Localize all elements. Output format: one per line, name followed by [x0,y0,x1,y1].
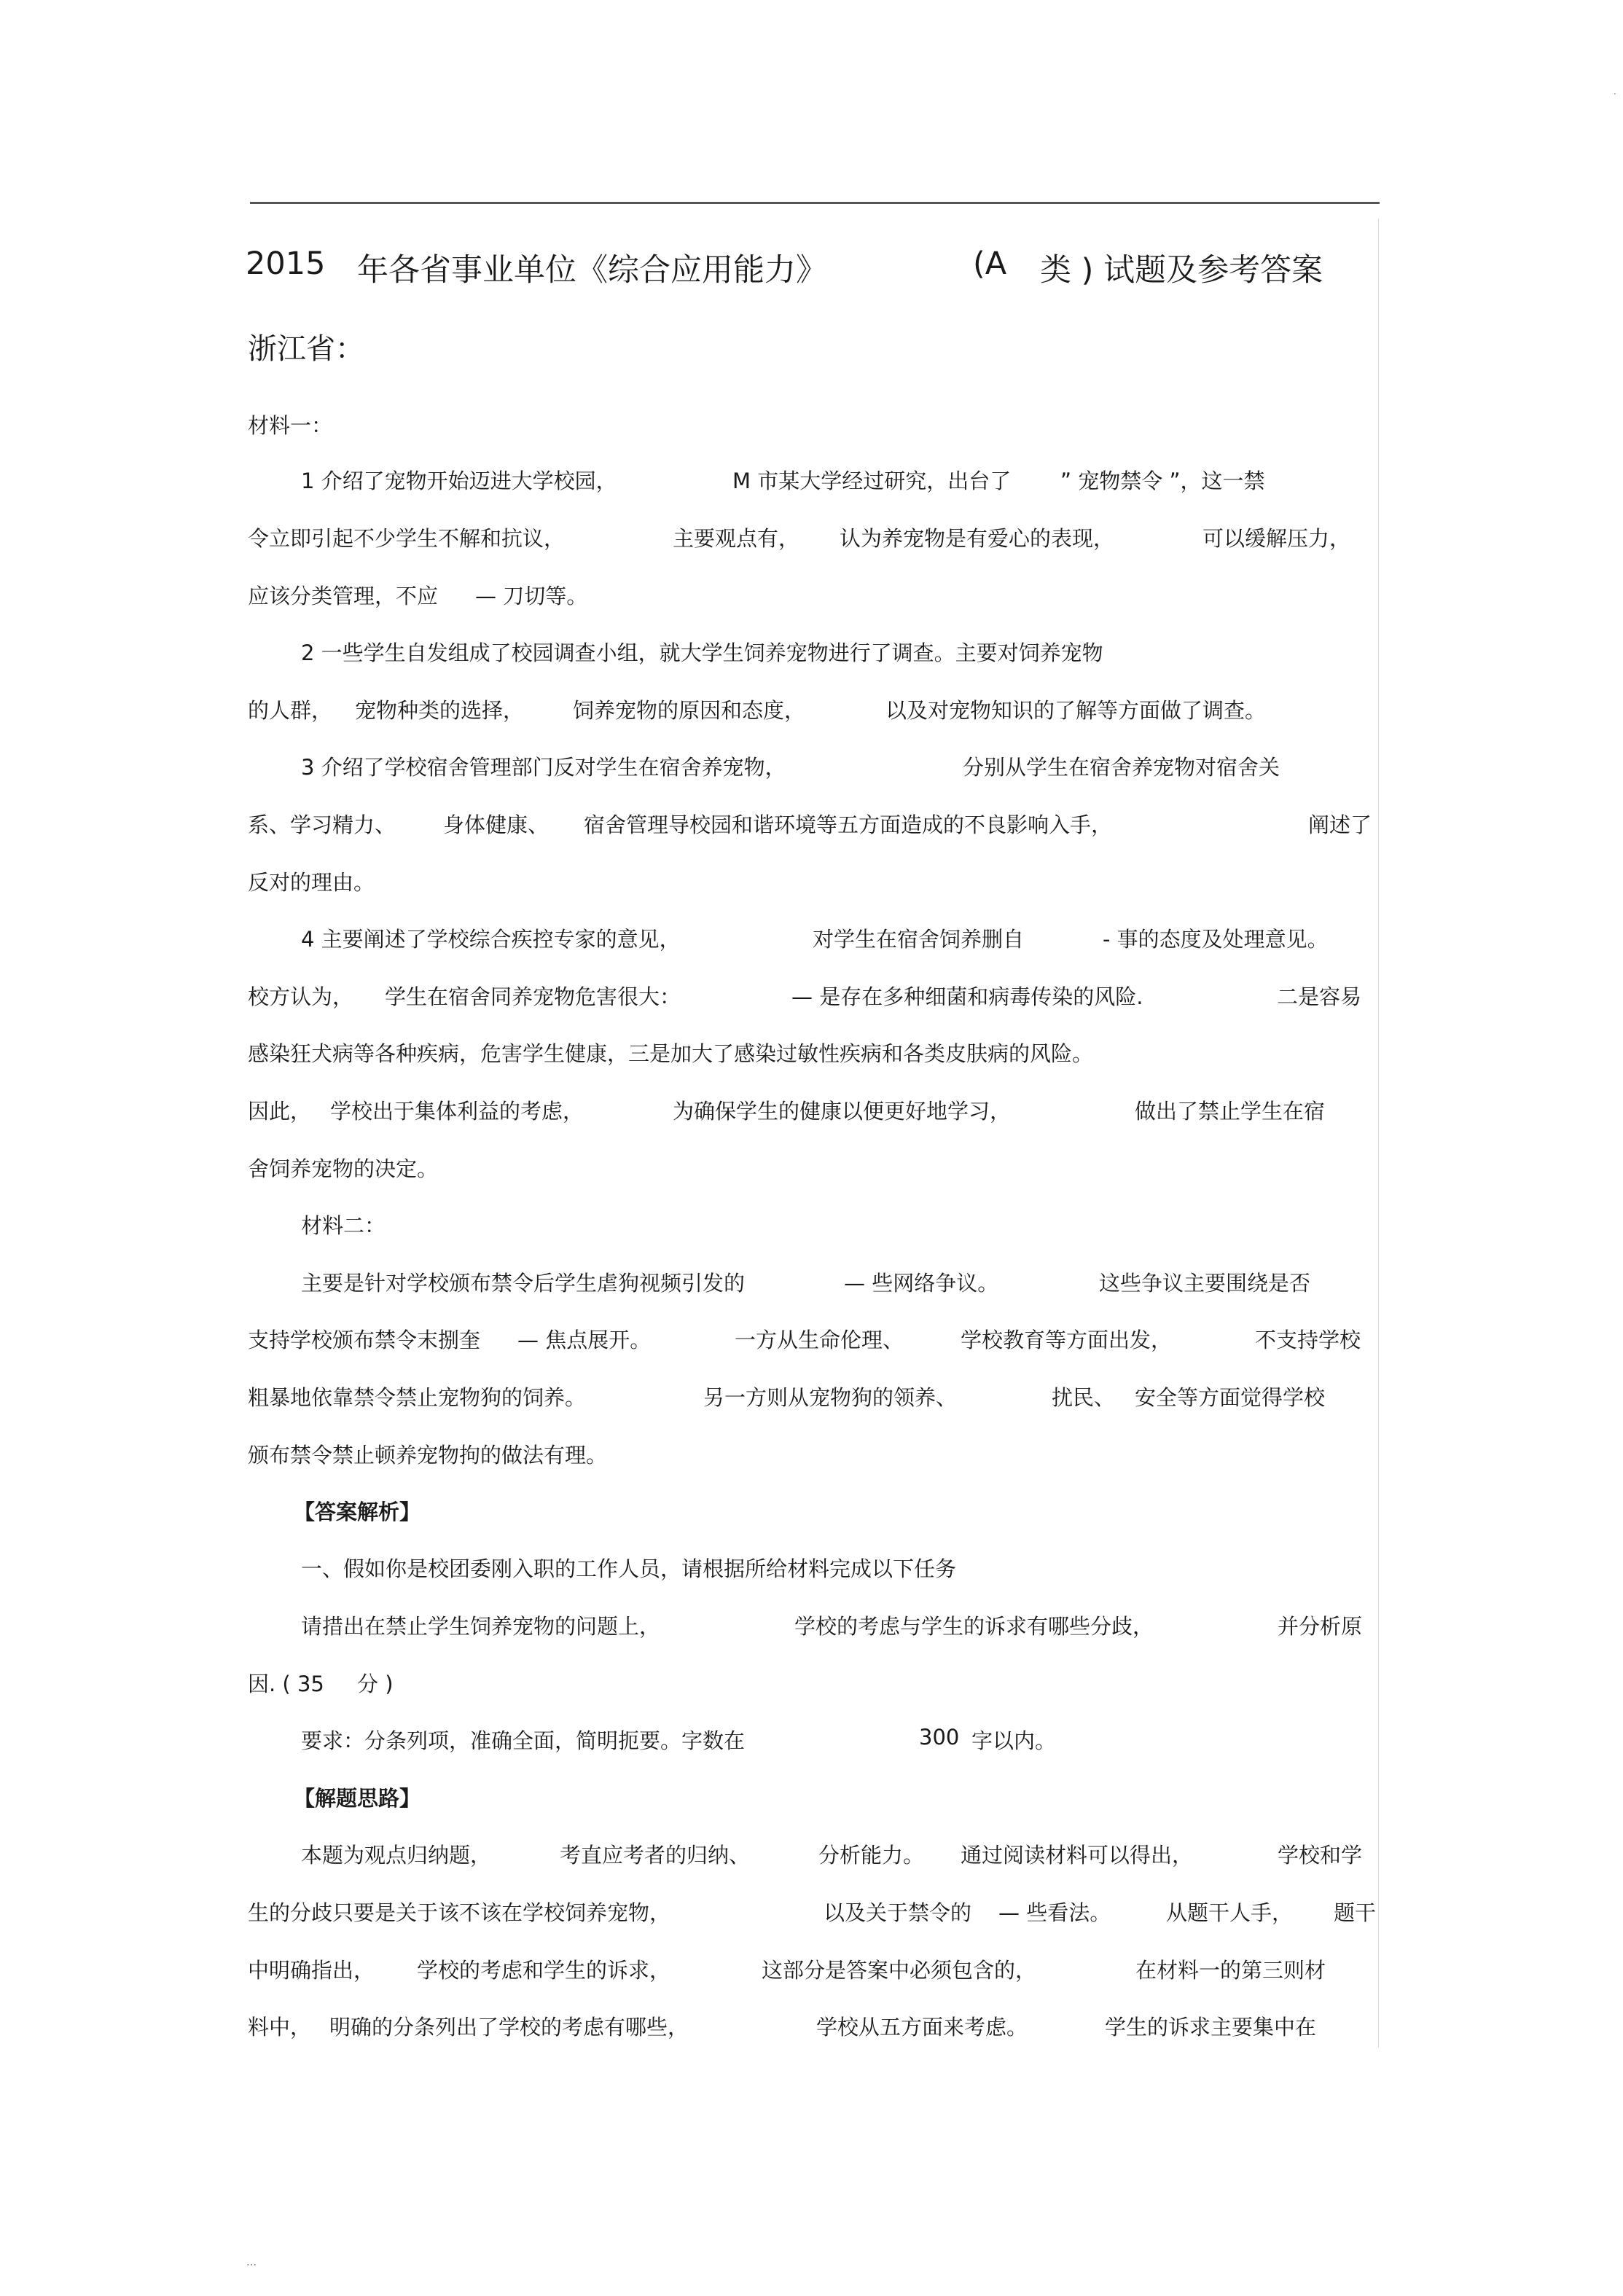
text-segment: 宿舍管理导校园和谐环境等五方面造成的不良影响入手， [584,812,1113,837]
m1-p4-line2 [248,981,1370,1010]
text-segment: 字以内。 [971,1728,1057,1753]
text-segment: 饲养宠物的原因和态度， [573,698,806,723]
text-segment: 学校的考虑和学生的诉求， [417,1958,671,1983]
m1-p2-line2 [248,694,1356,724]
m2-line3 [248,1382,1341,1411]
text-segment: 分析能力。 [818,1843,925,1868]
text-segment: 2 一些学生自发组成了校园调查小组，就大学生饲养宠物进行了调查。主要对饲养宠物 [301,640,1103,665]
m2-line2 [248,1324,1370,1353]
title-year: 2015 [246,246,326,282]
text-segment: 校方认为， [248,984,354,1009]
word-limit-value: 300 [919,1725,960,1750]
analysis-line3 [248,1954,1348,1983]
text-segment: 可以缓解压力， [1202,526,1351,551]
text-segment: 在材料一的第三则材 [1135,1958,1326,1983]
material-one-label: 材料一： [248,413,333,438]
text-segment: 主要是针对学校颁布禁令后学生虐狗视频引发的 [301,1271,746,1296]
text-segment: 以及对宠物知识的了解等方面做了调查。 [885,698,1267,723]
task-statement [301,1553,1176,1582]
m1-p1-line1 [301,465,1321,494]
text-segment: — 是存在多种细菌和病毒传染的风险. [791,984,1143,1009]
text-segment: 生的分歧只要是关于该不该在学校饲养宠物， [248,1900,671,1925]
text-segment: — 些看法。 [998,1900,1111,1925]
text-segment: 因此， [248,1099,312,1124]
text-segment: 系、学习精力、 [248,812,396,837]
text-segment: 3 介绍了学校宿舍管理部门反对学生在宿舍养宠物， [301,755,786,780]
text-segment: 支持学校颁布禁令末捌奎 [248,1328,481,1352]
text-segment: 学校从五方面来考虑。 [816,2015,1028,2040]
text-segment: 这些争议主要围绕是否 [1099,1271,1311,1296]
m1-p2-line1 [301,637,1321,666]
m1-p3-line1 [301,751,1321,780]
title-class-close: 类 ) 试题及参考答案 [1040,252,1323,289]
text-segment: 不支持学校 [1255,1328,1361,1352]
text-segment: 分别从学生在宿舍养宠物对宿舍关 [963,755,1280,780]
m1-p3-line2 [248,809,1370,838]
m1-p3-line3 [248,866,685,896]
title-main: 年各省事业单位《综合应用能力》 [357,252,827,289]
text-segment: ” 宠物禁令 ”，这一禁 [1060,469,1265,493]
text-segment: 应该分类管理，不应 [248,584,439,608]
solution-approach-label: 【解题思路】 [294,1786,421,1811]
text-segment: 学生在宿舍同养宠物危害很大： [385,984,681,1009]
text-segment: - 事的态度及处理意见。 [1103,927,1329,952]
text-segment: 对学生在宿舍饲养删自 [813,927,1025,952]
text-segment: 粗暴地依靠禁令禁止宠物狗的饲养。 [248,1385,587,1410]
text-segment: 认为养宠物是有爱心的表现， [840,526,1115,551]
m1-p4-line5 [248,1153,685,1182]
text-segment: 本题为观点归纳题， [301,1843,492,1868]
text-segment: 以及关于禁令的 [824,1900,972,1925]
m1-p1-line3 [248,580,831,609]
text-segment: 并分析原 [1278,1614,1363,1639]
text-segment: 安全等方面觉得学校 [1135,1385,1326,1410]
text-segment: 1 介绍了宠物开始迈进大学校园， [301,469,617,493]
text-segment: 身体健康、 [443,812,550,837]
text-segment: 舍饲养宠物的决定。 [248,1156,439,1181]
text-segment: 4 主要阐述了学校综合疾控专家的意见， [301,927,681,952]
m1-p4-line3 [248,1038,1268,1067]
text-segment: 宠物种类的选择， [355,698,525,723]
text-segment: 分 ) [357,1672,394,1696]
text-segment: 另一方则从宠物狗的领养、 [703,1385,958,1410]
text-segment: 扰民、 [1052,1385,1116,1410]
analysis-line2 [248,1897,1377,1926]
text-segment: — 刀切等。 [475,584,588,608]
text-segment: 通过阅读材料可以得出， [961,1843,1194,1868]
text-segment: 因. ( 35 [248,1672,324,1696]
text-segment: 从题干人手， [1166,1900,1294,1925]
text-segment: 学校的考虑与学生的诉求有哪些分歧， [794,1614,1154,1639]
text-segment: 为确保学生的健康以便更好地学习， [673,1099,1012,1124]
text-segment: 题干 [1334,1900,1377,1925]
m1-p1-line2 [248,522,1356,552]
analysis-line1 [301,1839,1372,1868]
scan-speck: · [1614,89,1616,99]
margin-rule [1378,219,1379,2048]
province-heading: 浙江省： [248,332,364,366]
text-segment: 明确的分条列出了学校的考虑有哪些， [329,2015,689,2040]
title-class-open: (A [973,246,1007,282]
text-segment: 感染狂犬病等各种疾病，危害学生健康，三是加大了感染过敏性疾病和各类皮肤病的风险。 [248,1041,1094,1066]
text-segment: 学校出于集体利益的考虑， [330,1099,584,1124]
text-segment: 一方从生命伦理、 [735,1328,904,1352]
text-segment: 一、假如你是校团委刚入职的工作人员，请根据所给材料完成以下任务 [301,1556,957,1581]
text-segment: M 市某大学经过研究，出台了 [732,469,1012,493]
header-rule [250,202,1380,204]
text-segment: 学校教育等方面出发， [961,1328,1173,1352]
footer-mark: … [246,2257,257,2268]
text-segment: — 焦点展开。 [517,1328,652,1352]
text-segment: 令立即引起不少学生不解和抗议， [248,526,566,551]
text-segment: 反对的理由。 [248,870,375,895]
m2-line4 [248,1439,904,1468]
question-line2 [248,1668,685,1697]
text-segment: — 些网络争议。 [844,1271,999,1296]
m1-p4-line4 [248,1095,1341,1124]
text-segment: 阐述了 [1308,812,1372,837]
text-segment: 中明确指出， [248,1958,375,1983]
requirement-line [301,1725,1176,1754]
m2-line1 [301,1267,1336,1296]
text-segment: 二是容易 [1277,984,1362,1009]
text-segment: 请措出在禁止学生饲养宠物的问题上， [301,1614,661,1639]
text-segment: 这部分是答案中必须包含的， [762,1958,1037,1983]
text-segment: 主要观点有， [673,526,800,551]
text-segment: 料中， [248,2015,312,2040]
text-segment: 学生的诉求主要集中在 [1105,2015,1317,2040]
text-segment: 学校和学 [1278,1843,1363,1868]
text-segment: 要求：分条列项，准确全面，简明扼要。字数在 [301,1728,746,1753]
material-two-label: 材料二： [301,1213,386,1238]
text-segment: 的人群， [248,698,333,723]
answer-analysis-label: 【答案解析】 [294,1500,421,1524]
text-segment: 考直应考者的归纳、 [560,1843,751,1868]
document-title [246,246,1323,289]
m1-p4-line1 [301,923,1365,952]
analysis-line4 [248,2011,1348,2040]
question-line1 [301,1610,1372,1639]
text-segment: 做出了禁止学生在宿 [1135,1099,1326,1124]
text-segment: 颁布禁令禁止顿养宠物拘的做法有理。 [248,1443,608,1468]
